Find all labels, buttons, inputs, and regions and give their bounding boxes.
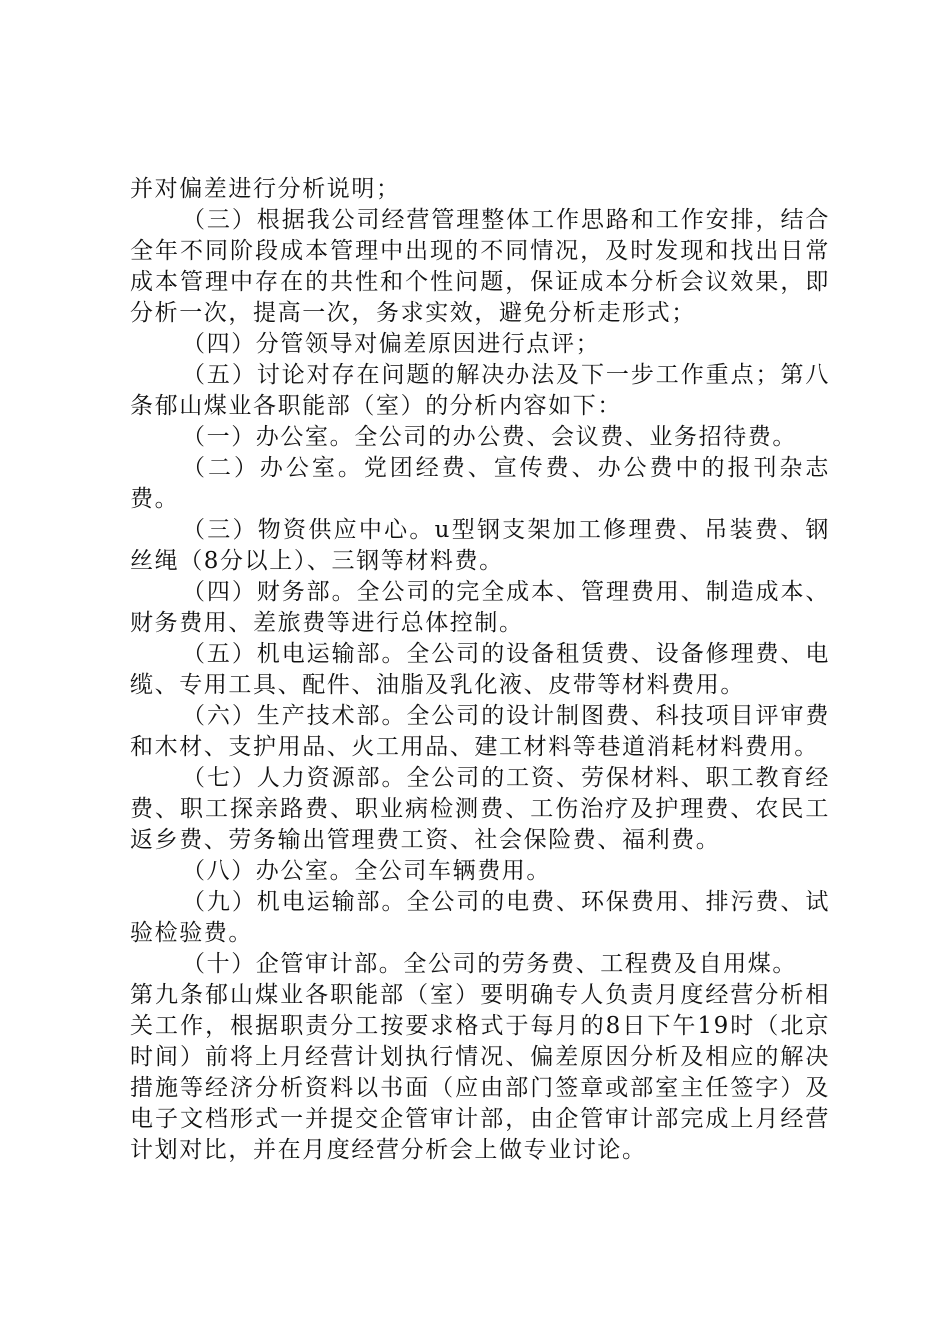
paragraph: （九）机电运输部。全公司的电费、环保费用、排污费、试验检验费。 (130, 889, 830, 946)
paragraph: （八）办公室。全公司车辆费用。 (182, 858, 551, 884)
paragraph: 并对偏差进行分析说明； (130, 176, 401, 202)
paragraph: （三）物资供应中心。u型钢支架加工修理费、吊装费、钢丝绳（8分以上）、三钢等材料费。 (130, 517, 830, 574)
paragraph: （一）办公室。全公司的办公费、会议费、业务招待费。 (182, 424, 797, 450)
paragraph: （四）分管领导对偏差原因进行点评； (182, 331, 601, 357)
paragraph: （三）根据我公司经营管理整体工作思路和工作安排，结合全年不同阶段成本管理中出现的不同情况，及时发现和找出日常成本管理中存在的共性和个性问题，保证成本分析会议效果，即分析一次，提高一次，务求实效，避免分析走形式； (130, 207, 830, 326)
paragraph: （四）财务部。全公司的完全成本、管理费用、制造成本、财务费用、差旅费等进行总体控制。 (130, 579, 830, 636)
paragraph: （二）办公室。党团经费、宣传费、办公费中的报刊杂志费。 (130, 455, 830, 512)
document-body (130, 174, 830, 1166)
paragraph: （七）人力资源部。全公司的工资、劳保材料、职工教育经费、职工探亲路费、职业病检测费、工伤治疗及护理费、农民工返乡费、劳务输出管理费工资、社会保险费、福利费。 (130, 765, 830, 853)
paragraph: 第九条郁山煤业各职能部（室）要明确专人负责月度经营分析相关工作，根据职责分工按要求格式于每月的8日下午19时（北京时间）前将上月经营计划执行情况、偏差原因分析及相应的解决措施等经济分析资料以书面（应由部门签章或部室主任签字）及电子文档形式一并提交企管审计部，由企管审计部完成上月经营计划对比，并在月度经营分析会上做专业讨论。 (130, 982, 830, 1163)
paragraph: （十）企管审计部。全公司的劳务费、工程费及自用煤。 (182, 951, 797, 977)
paragraph: （六）生产技术部。全公司的设计制图费、科技项目评审费和木材、支护用品、火工用品、建工材料等巷道消耗材料费用。 (130, 703, 830, 760)
paragraph: （五）讨论对存在问题的解决办法及下一步工作重点；第八条郁山煤业各职能部（室）的分析内容如下： (130, 362, 830, 419)
paragraph: （五）机电运输部。全公司的设备租赁费、设备修理费、电缆、专用工具、配件、油脂及乳化液、皮带等材料费用。 (130, 641, 830, 698)
